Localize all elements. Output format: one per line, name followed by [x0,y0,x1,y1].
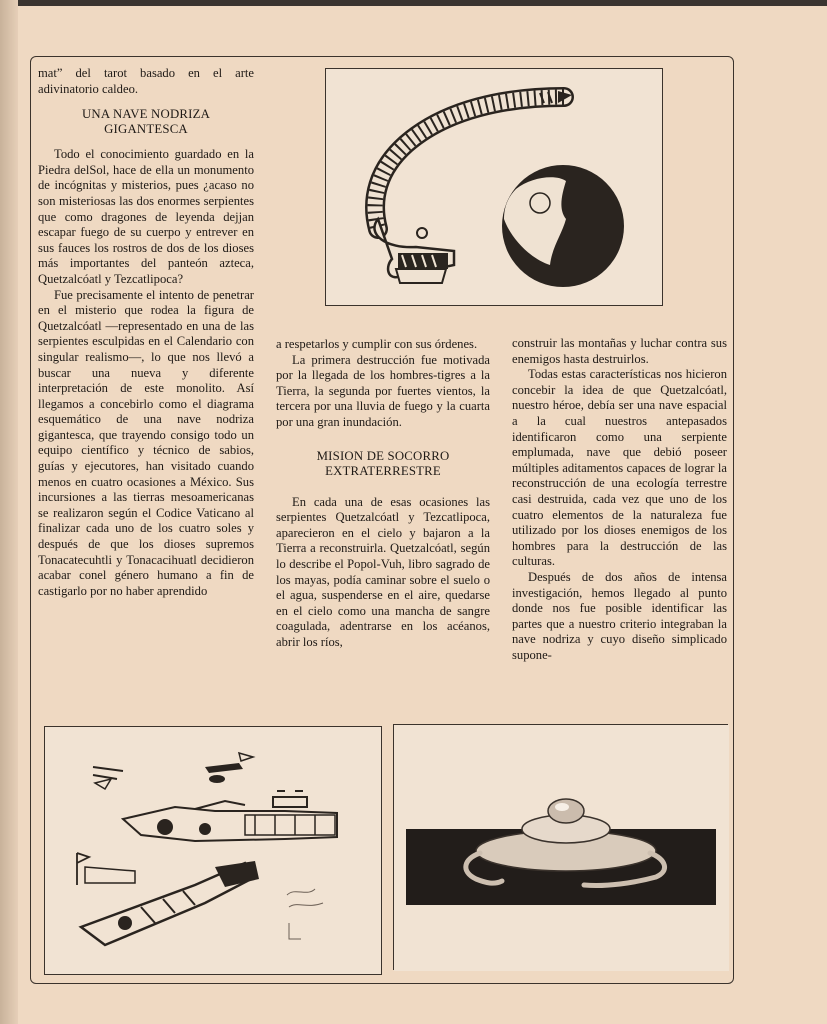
ships-drawing [45,727,383,976]
text-column-2 [276,337,490,651]
paragraph: Fue precisamente el intento de penetrar en el misterio que rodea la figura de Quetzalcóatl —representado en una de las serpientes esculpidas en el Calendario con singular realismo—, lo que nos llevó a buscar una nueva y diferente interpretación de este monolito. Así llegamos a concebirlo como el diagrama esquemático de una nave nodriza gigantesca, que trayendo consigo todo un equipo científico y técnico de sabios, guías y ejecutores, han visitado cuando menos en cuatro ocasiones a México. Sus incursiones a las tierras mesoamericanas se realizaron según el Codice Vaticano al finalizar cada uno de los cuatro soles y después de que los dioses supremos Tonacatecuhtli y Tonacacihuatl decidieron acabar conel género humano a fin de castigarlo por no haber aprendido [38,287,254,598]
heading-line: EXTRATERRESTRE [325,463,441,478]
flying-saucer-photo [393,724,728,970]
paragraph: La primera destrucción fue motivada por la llegada de los hombres-tigres a la Tierra, la segunda por fuertes vientos, la tercera por una lluvia de fuego y la cuarta por una gran inundación. [276,352,490,429]
paragraph: Todas estas características nos hicieron concebir la idea de que Quetzalcóatl, nuestro héroe, debía ser una nave espacial a la cual nuestros antepasados identificaron como una serpiente emplumada, nave que debió poseer múltiples aditamentos capaces de lograr la reconstrucción de una ecología terrestre casi destruida, cada vez que uno de los cuatro elementos de la naturaleza fue utilizado por los dioses enemigos de los hombres para la destrucción de las culturas. [512,367,727,569]
saucer-drawing [394,725,729,971]
text-column-3 [512,336,727,663]
text-column-1 [38,66,254,599]
paragraph-continued: mat” del tarot basado en el arte adivinatorio caldeo. [38,66,254,96]
serpent-ship-illustration [325,68,663,306]
heading-line: MISION DE SOCORRO [316,448,450,463]
paragraph: Todo el conocimiento guardado en la Piedra delSol, hace de ella un monumento de incógnitas y misterios, pues ¿acaso no son misteriosas las dos enormes serpientes que como dragones de leyenda dejjan escapar fuego de su cuerpo y entrever en sus fauces los rostros de dos de los dioses más importantes del panteón azteca, Quetzalcóatl y Tezcatlipoca? [38,147,254,286]
section-heading-mision-socorro [276,449,490,479]
page-top-edge [0,0,827,6]
paragraph-continued: construir las montañas y luchar contra sus enemigos hasta destruirlos. [512,336,727,366]
spaceship-sketches-illustration [44,726,382,975]
heading-line: GIGANTESCA [104,122,188,137]
serpent-drawing [326,69,664,307]
page-binding-edge [0,0,18,1024]
section-heading-nave-nodriza [38,107,254,137]
paragraph: Después de dos años de intensa investigación, hemos llegado al punto donde nos fue posible identificar las partes que a nuestro criterio integraban la nave nodriza y cuyo diseño simplicado supone- [512,569,727,662]
paragraph: En cada una de esas ocasiones las serpientes Quetzalcóatl y Tezcatlipoca, aparecieron en el cielo y bajaron a la Tierra a reconstruirla. Quetzalcóatl, según lo describe el Popol-Vuh, libro sagrado de los mayas, podía caminar sobre el suelo o el agua, suspenderse en el aire, quedarse en el cielo como una mancha de sangre coagulada, adentrarse en los acéanos, abrir los ríos, [276,494,490,649]
paragraph-continued: a respetarlos y cumplir con sus órdenes. [276,337,478,351]
heading-line: UNA NAVE NODRIZA [81,107,211,122]
